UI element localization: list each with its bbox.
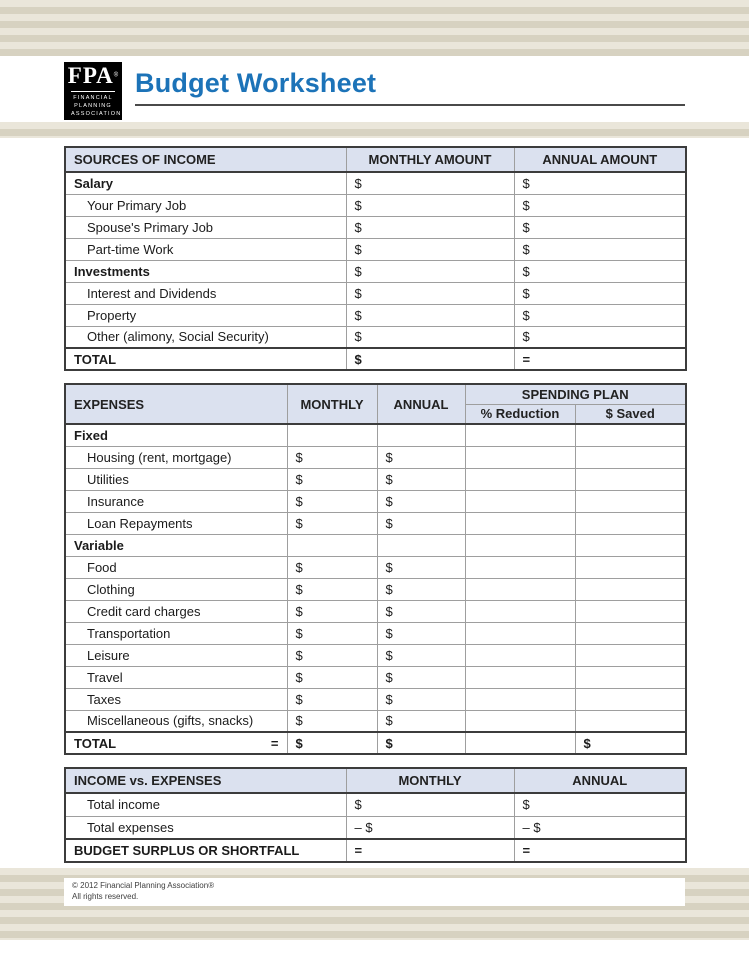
income-vs-expenses-col-header: INCOME vs. EXPENSES bbox=[65, 768, 346, 793]
annual-amount-cell: $ bbox=[377, 644, 465, 666]
expenses-header-row-1 bbox=[65, 384, 686, 404]
dollars-saved-cell bbox=[575, 578, 686, 600]
row-label bbox=[65, 512, 287, 534]
summary-annual-col-header: ANNUAL bbox=[514, 768, 686, 793]
equals-sign: = bbox=[270, 735, 279, 751]
percent-reduction-cell bbox=[465, 578, 575, 600]
percent-reduction-cell bbox=[465, 622, 575, 644]
dollars-saved-cell bbox=[575, 424, 686, 446]
annual-amount-cell: = bbox=[514, 839, 686, 862]
annual-amount-cell: $ bbox=[514, 216, 686, 238]
fpa-logo-line-planning: PLANNING bbox=[74, 102, 112, 109]
expenses-table-row bbox=[65, 688, 686, 710]
row-label: TOTAL bbox=[65, 348, 346, 370]
percent-reduction-cell bbox=[465, 534, 575, 556]
income-table-row bbox=[65, 326, 686, 348]
annual-amount-cell bbox=[377, 534, 465, 556]
dollars-saved-cell bbox=[575, 468, 686, 490]
summary-table-row bbox=[65, 839, 686, 862]
row-label bbox=[65, 490, 287, 512]
row-label: Salary bbox=[65, 172, 346, 194]
row-label-text: Loan Repayments bbox=[87, 515, 193, 531]
row-label-text: Variable bbox=[74, 537, 124, 553]
sources-of-income-col-header: SOURCES OF INCOME bbox=[65, 147, 346, 172]
expenses-table-row bbox=[65, 534, 686, 556]
dollars-saved-cell bbox=[575, 688, 686, 710]
expenses-table-row bbox=[65, 578, 686, 600]
income-table-body bbox=[65, 172, 686, 370]
annual-amount-col-header: ANNUAL AMOUNT bbox=[514, 147, 686, 172]
monthly-amount-cell bbox=[287, 534, 377, 556]
expenses-table-row bbox=[65, 732, 686, 754]
percent-reduction-cell bbox=[465, 732, 575, 754]
annual-amount-cell: $ bbox=[514, 260, 686, 282]
expenses-table-row bbox=[65, 622, 686, 644]
dollars-saved-cell bbox=[575, 666, 686, 688]
row-label bbox=[65, 688, 287, 710]
row-label-text: Credit card charges bbox=[87, 603, 201, 619]
monthly-amount-cell: $ bbox=[287, 622, 377, 644]
monthly-amount-cell: $ bbox=[287, 556, 377, 578]
fpa-logo-acronym bbox=[64, 64, 122, 88]
row-label bbox=[65, 600, 287, 622]
annual-amount-cell: $ bbox=[377, 490, 465, 512]
annual-amount-cell: $ bbox=[377, 512, 465, 534]
summary-table-row bbox=[65, 793, 686, 816]
decorative-stripe-band-bottom bbox=[0, 868, 749, 940]
row-label bbox=[65, 666, 287, 688]
expenses-table-row bbox=[65, 468, 686, 490]
expenses-table-row bbox=[65, 446, 686, 468]
income-table-row bbox=[65, 216, 686, 238]
row-label-text: Housing (rent, mortgage) bbox=[87, 449, 232, 465]
dollars-saved-col-header: $ Saved bbox=[575, 404, 686, 424]
annual-amount-cell: = bbox=[514, 348, 686, 370]
row-label bbox=[65, 468, 287, 490]
monthly-amount-cell: $ bbox=[287, 600, 377, 622]
dollars-saved-cell bbox=[575, 556, 686, 578]
row-label-text: Fixed bbox=[74, 427, 108, 443]
dollars-saved-cell bbox=[575, 710, 686, 732]
income-header-row bbox=[65, 147, 686, 172]
annual-amount-cell: $ bbox=[514, 304, 686, 326]
annual-amount-cell: $ bbox=[377, 732, 465, 754]
masthead bbox=[0, 56, 749, 122]
row-label bbox=[65, 710, 287, 732]
expenses-table-body bbox=[65, 424, 686, 754]
row-label bbox=[65, 556, 287, 578]
row-label: Investments bbox=[65, 260, 346, 282]
monthly-amount-cell: $ bbox=[346, 238, 514, 260]
percent-reduction-cell bbox=[465, 512, 575, 534]
summary-table-body bbox=[65, 793, 686, 862]
monthly-amount-cell: $ bbox=[287, 578, 377, 600]
annual-amount-cell: $ bbox=[377, 468, 465, 490]
summary-monthly-col-header: MONTHLY bbox=[346, 768, 514, 793]
monthly-amount-cell: – $ bbox=[346, 816, 514, 839]
annual-col-header: ANNUAL bbox=[377, 384, 465, 424]
percent-reduction-col-header: % Reduction bbox=[465, 404, 575, 424]
expenses-col-header: EXPENSES bbox=[65, 384, 287, 424]
annual-amount-cell: $ bbox=[377, 578, 465, 600]
income-table-row bbox=[65, 172, 686, 194]
decorative-stripe-band-top bbox=[0, 0, 749, 56]
fpa-logo-text: FPA bbox=[67, 62, 114, 88]
monthly-amount-cell: $ bbox=[287, 732, 377, 754]
row-label: Your Primary Job bbox=[65, 194, 346, 216]
row-label bbox=[65, 578, 287, 600]
percent-reduction-cell bbox=[465, 666, 575, 688]
fpa-logo-line-association: ASSOCIATION bbox=[71, 111, 122, 118]
annual-amount-cell: $ bbox=[514, 282, 686, 304]
income-table-row bbox=[65, 260, 686, 282]
monthly-amount-cell: = bbox=[346, 839, 514, 862]
dollars-saved-cell bbox=[575, 534, 686, 556]
row-label bbox=[65, 534, 287, 556]
sources-of-income-table bbox=[64, 146, 687, 371]
annual-amount-cell: $ bbox=[514, 326, 686, 348]
registered-mark: ® bbox=[113, 72, 119, 79]
annual-amount-cell: $ bbox=[514, 238, 686, 260]
income-table-row bbox=[65, 304, 686, 326]
annual-amount-cell: $ bbox=[377, 556, 465, 578]
percent-reduction-cell bbox=[465, 688, 575, 710]
expenses-table-row bbox=[65, 666, 686, 688]
title-block bbox=[135, 68, 685, 106]
percent-reduction-cell bbox=[465, 446, 575, 468]
monthly-amount-cell: $ bbox=[346, 348, 514, 370]
copyright-line: © 2012 Financial Planning Association® bbox=[72, 881, 215, 890]
income-table-row bbox=[65, 194, 686, 216]
row-label-text: Taxes bbox=[87, 691, 121, 707]
percent-reduction-cell bbox=[465, 644, 575, 666]
annual-amount-cell: $ bbox=[377, 446, 465, 468]
monthly-amount-cell: $ bbox=[346, 172, 514, 194]
row-label-text: Travel bbox=[87, 669, 123, 685]
expenses-table-row bbox=[65, 644, 686, 666]
row-label: Total income bbox=[65, 793, 346, 816]
spending-plan-group-header: SPENDING PLAN bbox=[465, 384, 686, 404]
annual-amount-cell: $ bbox=[377, 688, 465, 710]
monthly-amount-cell: $ bbox=[346, 326, 514, 348]
worksheet-content bbox=[0, 138, 749, 868]
income-table-row bbox=[65, 238, 686, 260]
row-label: Interest and Dividends bbox=[65, 282, 346, 304]
row-label: Total expenses bbox=[65, 816, 346, 839]
monthly-amount-cell: $ bbox=[287, 644, 377, 666]
monthly-amount-cell: $ bbox=[346, 194, 514, 216]
monthly-amount-cell: $ bbox=[287, 446, 377, 468]
monthly-col-header: MONTHLY bbox=[287, 384, 377, 424]
percent-reduction-cell bbox=[465, 556, 575, 578]
summary-table-row bbox=[65, 816, 686, 839]
dollars-saved-cell: $ bbox=[575, 732, 686, 754]
annual-amount-cell: $ bbox=[377, 710, 465, 732]
monthly-amount-cell: $ bbox=[346, 282, 514, 304]
fpa-logo-subtitle bbox=[71, 91, 122, 119]
expenses-table-row bbox=[65, 710, 686, 732]
row-label-text: Clothing bbox=[87, 581, 135, 597]
dollars-saved-cell bbox=[575, 446, 686, 468]
row-label: Other (alimony, Social Security) bbox=[65, 326, 346, 348]
row-label: Property bbox=[65, 304, 346, 326]
monthly-amount-cell: $ bbox=[346, 216, 514, 238]
annual-amount-cell bbox=[377, 424, 465, 446]
monthly-amount-cell bbox=[287, 424, 377, 446]
dollars-saved-cell bbox=[575, 490, 686, 512]
row-label-text: Insurance bbox=[87, 493, 145, 509]
row-label bbox=[65, 732, 287, 754]
dollars-saved-cell bbox=[575, 644, 686, 666]
dollars-saved-cell bbox=[575, 600, 686, 622]
percent-reduction-cell bbox=[465, 468, 575, 490]
percent-reduction-cell bbox=[465, 424, 575, 446]
row-label-text: Transportation bbox=[87, 625, 171, 641]
dollars-saved-cell bbox=[575, 622, 686, 644]
percent-reduction-cell bbox=[465, 600, 575, 622]
annual-amount-cell: $ bbox=[377, 666, 465, 688]
expenses-table-row bbox=[65, 600, 686, 622]
summary-header-row bbox=[65, 768, 686, 793]
fpa-logo-line-financial: FINANCIAL bbox=[73, 94, 113, 101]
annual-amount-cell: $ bbox=[514, 194, 686, 216]
row-label bbox=[65, 644, 287, 666]
monthly-amount-cell: $ bbox=[346, 304, 514, 326]
monthly-amount-cell: $ bbox=[287, 512, 377, 534]
income-table-row bbox=[65, 348, 686, 370]
expenses-table-row bbox=[65, 424, 686, 446]
page-title: Budget Worksheet bbox=[135, 68, 377, 98]
monthly-amount-cell: $ bbox=[287, 710, 377, 732]
row-label bbox=[65, 424, 287, 446]
copyright-block bbox=[64, 878, 685, 906]
row-label: Spouse's Primary Job bbox=[65, 216, 346, 238]
row-label bbox=[65, 622, 287, 644]
annual-amount-cell: $ bbox=[377, 622, 465, 644]
expenses-table-row bbox=[65, 490, 686, 512]
monthly-amount-cell: $ bbox=[287, 468, 377, 490]
monthly-amount-col-header: MONTHLY AMOUNT bbox=[346, 147, 514, 172]
rights-line: All rights reserved. bbox=[72, 891, 139, 901]
monthly-amount-cell: $ bbox=[287, 666, 377, 688]
income-table-row bbox=[65, 282, 686, 304]
fpa-logo bbox=[64, 62, 122, 120]
row-label-text: Food bbox=[87, 559, 117, 575]
percent-reduction-cell bbox=[465, 490, 575, 512]
annual-amount-cell: $ bbox=[514, 793, 686, 816]
expenses-table-row bbox=[65, 512, 686, 534]
monthly-amount-cell: $ bbox=[346, 260, 514, 282]
row-label: BUDGET SURPLUS OR SHORTFALL bbox=[65, 839, 346, 862]
row-label-text: TOTAL bbox=[74, 735, 117, 751]
annual-amount-cell: $ bbox=[377, 600, 465, 622]
income-vs-expenses-table bbox=[64, 767, 687, 863]
row-label: Part-time Work bbox=[65, 238, 346, 260]
annual-amount-cell: – $ bbox=[514, 816, 686, 839]
monthly-amount-cell: $ bbox=[346, 793, 514, 816]
row-label-text: Miscellaneous (gifts, snacks) bbox=[87, 713, 254, 729]
decorative-stripe-band-mid bbox=[0, 122, 749, 138]
row-label bbox=[65, 446, 287, 468]
expenses-table bbox=[64, 383, 687, 755]
row-label-text: Utilities bbox=[87, 471, 129, 487]
dollars-saved-cell bbox=[575, 512, 686, 534]
monthly-amount-cell: $ bbox=[287, 490, 377, 512]
percent-reduction-cell bbox=[465, 710, 575, 732]
annual-amount-cell: $ bbox=[514, 172, 686, 194]
expenses-table-row bbox=[65, 556, 686, 578]
row-label-text: Leisure bbox=[87, 647, 130, 663]
monthly-amount-cell: $ bbox=[287, 688, 377, 710]
